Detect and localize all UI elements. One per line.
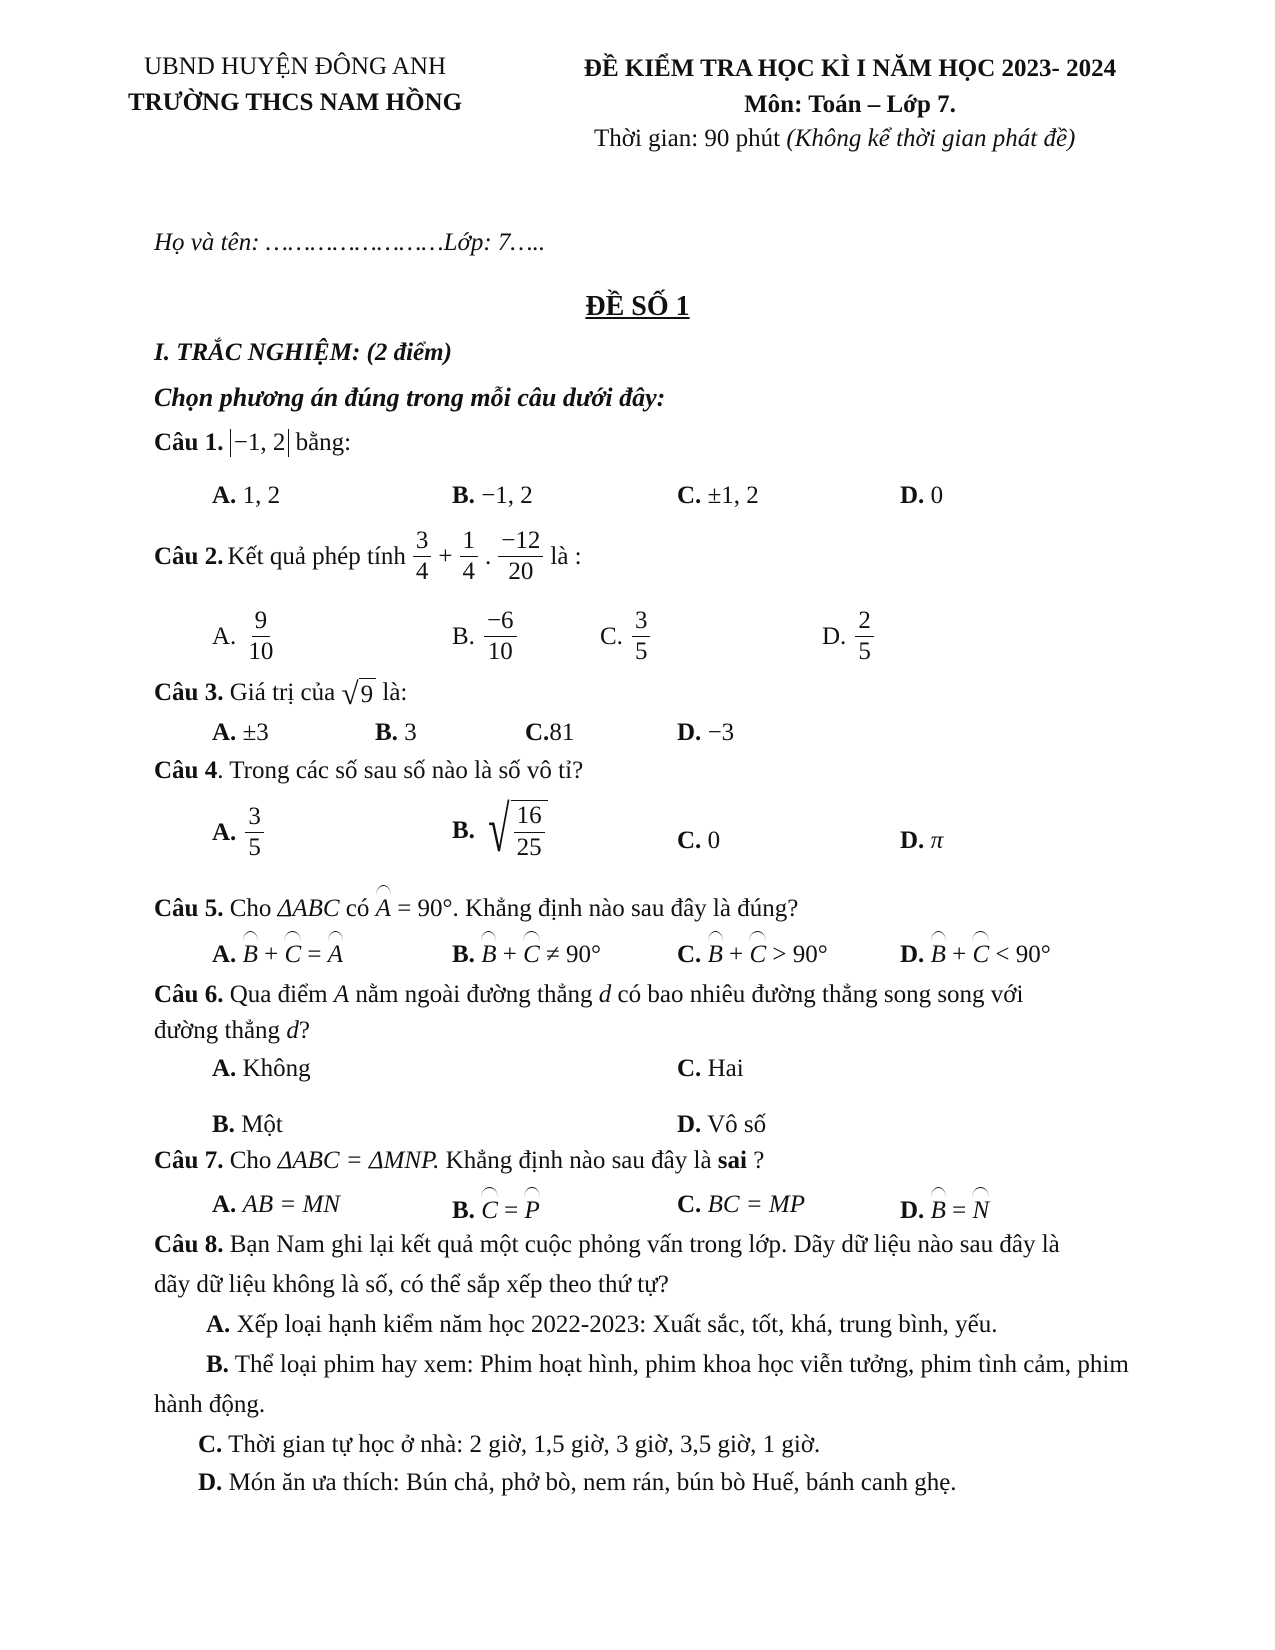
question-label: Câu 2. xyxy=(154,542,224,570)
fraction: $\frac{-12}{20}$ xyxy=(498,528,543,586)
option-c: C. Hai xyxy=(677,1055,744,1082)
student-info-line: Họ và tên: ……………………Lớp: 7….. xyxy=(154,229,546,256)
option-a: A. $\frac{9}{10}$ xyxy=(212,607,274,666)
time-note: (Không kể thời gian phát đề) xyxy=(786,125,1076,152)
question-6: Câu 6. Qua điểm A nằm ngoài đường thẳng d có bao nhiêu đường thẳng song song với xyxy=(154,981,1024,1008)
option-d: D. π xyxy=(900,827,944,854)
fraction: $\frac{1}{4}$ xyxy=(460,528,479,586)
option-d: D. B = N xyxy=(900,1190,989,1226)
subject-line: Môn: Toán – Lớp 7. xyxy=(744,91,956,118)
option-a: A. $\frac{3}{5}$ xyxy=(212,804,267,862)
question-2: Câu 2. Kết quả phép tính $\frac{3}{4}$ + $\frac{1}{4}$ . $\frac{-12}{20}$ là : xyxy=(154,527,582,586)
option-a: A. B + C = A xyxy=(212,934,343,970)
question-8: Câu 8. Bạn Nam ghi lại kết quả một cuộc phỏng vấn trong lớp. Dãy dữ liệu nào sau đây là xyxy=(154,1231,1060,1258)
option-b: B. B + C ≠ 90° xyxy=(452,934,601,970)
school-name: TRƯỜNG THCS NAM HỒNG xyxy=(127,89,463,116)
time-line xyxy=(594,124,1075,154)
option-d: D. −3 xyxy=(677,719,735,746)
option-c: C. ±1, 2 xyxy=(677,482,759,509)
option-d: D. 0 xyxy=(900,482,944,509)
question-7: Câu 7. Cho ΔABC = ΔMNP. Khẳng định nào sau đây là sai ? xyxy=(154,1147,765,1174)
question-1 xyxy=(154,428,351,458)
option-c: C.81 xyxy=(525,719,575,746)
option-a: A. Không xyxy=(212,1055,311,1082)
option-b: B. $\frac{-6}{10}$ xyxy=(452,608,520,666)
question-8-cont: dãy dữ liệu không là số, có thể sắp xếp theo thứ tự? xyxy=(154,1271,669,1298)
option-c: C. $\frac{3}{5}$ xyxy=(600,608,653,666)
section-instruction: Chọn phương án đúng trong mỗi câu dưới đây: xyxy=(154,383,666,412)
option-a: A. AB = MN xyxy=(212,1191,340,1218)
option-b: B. Thể loại phim hay xem: Phim hoạt hình, phim khoa học viễn tưởng, phim tình cảm, phim xyxy=(206,1351,1129,1378)
option-c: C. Thời gian tự học ở nhà: 2 giờ, 1,5 giờ, 3 giờ, 3,5 giờ, 1 giờ. xyxy=(198,1431,821,1458)
square-root: √ 9 xyxy=(341,678,376,710)
option-d: D. $\frac{2}{5}$ xyxy=(822,608,877,666)
option-d: D. Món ăn ưa thích: Bún chả, phở bò, nem rán, bún bò Huế, bánh canh ghẹ. xyxy=(198,1469,957,1496)
option-a: A. ±3 xyxy=(212,719,269,746)
exam-title: ĐỀ KIỂM TRA HỌC KÌ I NĂM HỌC 2023- 2024 xyxy=(583,55,1117,82)
district-name: UBND HUYỆN ĐÔNG ANH xyxy=(143,53,447,80)
option-b: B. √ $\frac{16}{25}$ xyxy=(452,798,548,863)
option-b-cont: hành động. xyxy=(154,1391,266,1418)
time-text: Thời gian: 90 phút xyxy=(594,125,781,152)
option-b: B. 3 xyxy=(375,719,417,746)
question-3: Câu 3. Giá trị của √ 9 là: xyxy=(154,676,408,712)
option-d: D. B + C < 90° xyxy=(900,934,1051,970)
option-b: B. C = P xyxy=(452,1190,540,1226)
option-c: C. BC = MP xyxy=(677,1191,805,1218)
option-d: D. Vô số xyxy=(677,1111,767,1138)
option-a: A. Xếp loại hạnh kiểm năm học 2022-2023: Xuất sắc, tốt, khá, trung bình, yếu. xyxy=(206,1311,998,1338)
exam-code: ĐỀ SỐ 1 xyxy=(585,291,690,322)
option-c: C. B + C > 90° xyxy=(677,934,828,970)
fraction: $\frac{3}{4}$ xyxy=(413,528,432,586)
question-6-cont: đường thẳng d? xyxy=(154,1017,310,1044)
section-title: I. TRẮC NGHIỆM: (2 điểm) xyxy=(154,339,452,366)
question-5: Câu 5. Cho ΔABC có A = 90°. Khẳng định nào sau đây là đúng? xyxy=(154,888,798,924)
option-a: A. 1, 2 xyxy=(212,482,281,509)
question-tail: bằng: xyxy=(295,429,352,456)
option-c: C. 0 xyxy=(677,827,721,854)
option-b: B. −1, 2 xyxy=(452,482,533,509)
question-label: Câu 1. xyxy=(154,429,224,456)
absolute-value: −1, 2 xyxy=(230,429,290,457)
question-4: Câu 4. Trong các số sau số nào là số vô tỉ? xyxy=(154,757,584,784)
option-b: B. Một xyxy=(212,1111,283,1138)
